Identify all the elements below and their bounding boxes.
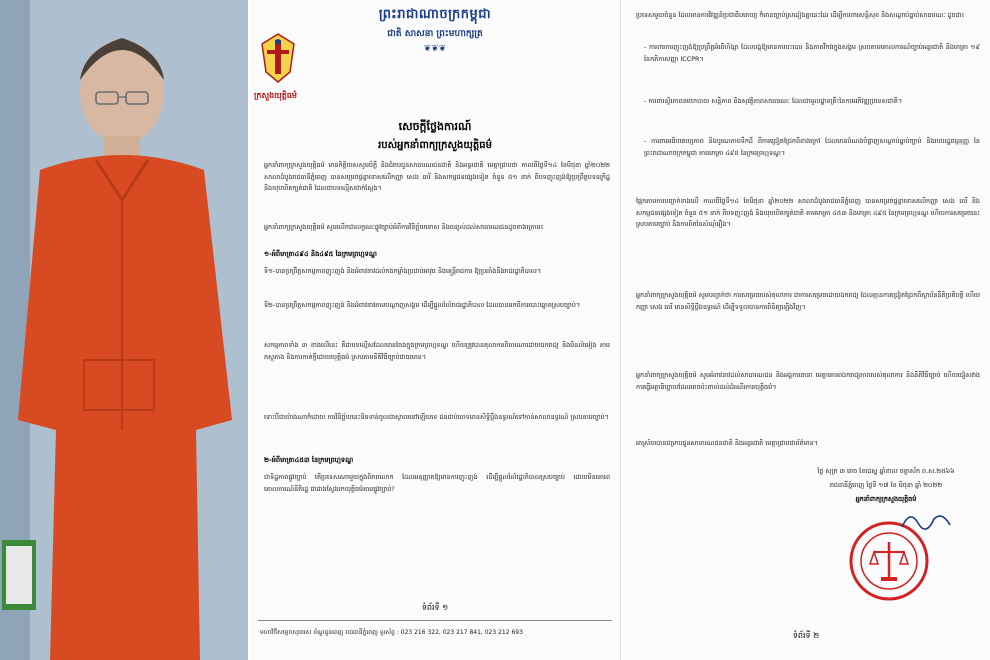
paragraph: ប្រទេសមួយចំនួន ដែលមានការវិវឌ្ឍន៍ប្រជាធិបតេយ្យ ក៏មានច្បាប់ស្រដៀងគ្នានេះដែរ ដើម្បីការពារសន្តិសុខ និងសណ្តាប់ធ្នាប់សាធារណៈ ដូចជា៖ bbox=[636, 11, 965, 19]
section-heading: ១-អំពីមាត្រា៤៩៤ និង៤៩៥ នៃក្រមព្រហ្មទណ្ឌ bbox=[264, 250, 377, 258]
prisoner-figure bbox=[0, 0, 248, 660]
ministry-address-footer: មហាវិថីសម្តេចសុធារស ខ័ណ្ឌដូនពេញ រាជធានីភ្នំពេញ ទូរស័ព្ទ : 023 216 322, 023 217 841, 023 212 693 bbox=[260, 629, 523, 636]
statement-page-1 bbox=[250, 0, 621, 660]
paragraph: អ្នកនាំពាក្យក្រសួងយុត្តិធម៌ សូមលើកជាលក្ខណៈផ្លូវច្បាប់អំពីការវិនិច្ឆ័យទោស និងពន្យល់ដល់សាធារណជនដូចខាងក្រោម៖ bbox=[264, 223, 544, 231]
statement-subtitle: របស់អ្នកនាំពាក្យក្រសួងយុត្តិធម៌ bbox=[378, 140, 492, 151]
bullet-item: - ការពារការញុះញង់ឱ្យប្រព្រឹត្តអំពើហិង្សា ដែលបង្កឱ្យមានការបះបោរ និងភាពវឹកវរក្នុងសង្គម ស្របតាមគោលការណ៍ច្បាប់អន្តរជាតិ និងមាត្រា ១៩ នៃកតិកាសញ្ញា ICCPR។ bbox=[644, 43, 980, 63]
kingdom-title: ព្រះរាជាណាចក្រកម្ពុជា bbox=[378, 7, 492, 22]
bullet-item: - ការពារអធិបតេយ្យភាព និងបូរណភាពទឹកដី ពីការជ្រៀតជ្រែកពីខាងក្រៅ ដែលមានបំណងបំផ្លាញសណ្តាប់ធ្នាប់ច្បាប់ និងរបបរដ្ឋធម្មនុញ្ញ នៃព្រះរាជាណាចក្រកម្ពុជា តាមមាត្រា ៤៩៥ នៃក្រមព្រហ្មទណ្ឌ។ bbox=[644, 137, 980, 157]
paragraph: ទោះបីជាយ៉ាងណាក៏ដោយ ការវិនិច្ឆ័យនេះមិនទាន់ចូលជាស្ថាពរនៅឡើយទេ ជនជាប់ចោទមានសិទ្ធិប្តឹងឧទ្ធរណ៍ទៅកាន់សាលាឧទ្ធរណ៍ ស្របតាមច្បាប់។ bbox=[264, 413, 609, 421]
page-number: ទំព័រទី ១ bbox=[421, 603, 449, 612]
ministry-name: ក្រសួងយុត្តិធម៌ bbox=[254, 91, 298, 100]
lunar-date: ថ្ងៃ សុក្រ ៣ រោច ខែជេស្ឋ ឆ្នាំខាល ចត្វាស័ក ព.ស.២៥៦៦ bbox=[817, 467, 955, 475]
paragraph: ទី១-បានប្រព្រឹត្តសកម្មភាពញុះញង់ និងអំពាវនាវដល់កងកម្លាំងប្រដាប់អាវុធ និងមន្ត្រីរាជការ ឱ្យប្រឆាំងនឹងរាជរដ្ឋាភិបាល។ bbox=[264, 267, 542, 275]
paragraph: សកម្មភាពទាំង ៣ ខាងលើនេះ គឺជាបទល្មើសដែលមានចែងក្នុងក្រមព្រហ្មទណ្ឌ ហើយត្រូវបានតុលាការពិចារណាដោយឯករាជ្យ និងមិនលំអៀង តាមភស្តុតាង និងការកាត់ក្តីដោយយុត្តិធម៌ ស្របតាមនីតិវិធីច្បាប់ជាធរមាន។ bbox=[264, 341, 610, 361]
statement-title: សេចក្តីថ្លែងការណ៍ bbox=[398, 120, 472, 133]
paragraph: អ្នកនាំពាក្យក្រសួងយុត្តិធម៌ សូមអំពាវនាវដល់សាធារណជន និងអង្គការនានា មេត្តាគោរពឯករាជ្យភាពរបស់តុលាការ និងនីតិវិធីច្បាប់ ហើយជៀសវាងការធ្វើអត្ថាធិប្បាយដែលអាចប៉ះពាល់ដល់ដំណើរការយុត្តិធម៌។ bbox=[636, 371, 980, 391]
signature-icon bbox=[900, 505, 960, 535]
signature-title: អ្នកនាំពាក្យក្រសួងយុត្តិធម៌ bbox=[855, 495, 917, 503]
bullet-item: - ការពារស្ថិរភាពនយោបាយ សន្តិភាព និងសុវត្ថិភាពសាធារណៈ ដែលជាមូលដ្ឋានគ្រឹះនៃការអភិវឌ្ឍប្រទេសជាតិ។ bbox=[644, 97, 903, 105]
ministry-emblem-icon bbox=[258, 32, 298, 84]
solar-date: រាជធានីភ្នំពេញ ថ្ងៃទី ១៧ ខែ មិថុនា ឆ្នាំ ២០២២ bbox=[829, 481, 943, 489]
prisoner-photo bbox=[0, 0, 248, 660]
statement-page-2 bbox=[622, 0, 990, 660]
paragraph: ទី២-បានប្រព្រឹត្តសកម្មភាពញុះញង់ និងអំពាវនាវតាមបណ្តាញសង្គម ដើម្បីផ្តួលរំលំរាជរដ្ឋាភិបាល ដែលបានមកពីការបោះឆ្នោតស្របច្បាប់។ bbox=[264, 301, 581, 309]
paragraph: ជាទិដ្ឋភាពផ្លូវច្បាប់ តើប្រទេសណាមួយក្នុងពិភពលោក ដែលអនុញ្ញាតឱ្យមានការញុះញង់ ដើម្បីផ្តួលរំលំរដ្ឋាភិបាលស្របច្បាប់ ដោយមិនគោរពគោលការណ៍នីតិរដ្ឋ ជាជាងស្វែងរកយុត្តិធម៌តាមផ្លូវច្បាប់? bbox=[264, 473, 610, 493]
paragraph: អ្នកនាំពាក្យក្រសួងយុត្តិធម៌ មានកិត្តិយសសូមបំភ្លឺ និងជំរាបជូនសាធារណជនជាតិ និងអន្តរជាតិ មេត្តាជ្រាបថា កាលពីថ្ងៃទី១៤ ខែមិថុនា ឆ្នាំ២០២២ សាលាដំបូងរាជធានីភ្នំពេញ បានសម្រេចផ្តន្ទាទោសលើកញ្ញា សេង ធារី និងសកម្មជនផ្សេងទៀត ចំនួន ៥១ នាក់ ពីបទញុះញង់ឱ្យប្រព្រឹត្តបទឧក្រិដ្ឋ និងឃុបឃិតក្បត់ជាតិ ដែលជាបទល្មើសជាក់ស្តែង។ bbox=[264, 161, 610, 193]
ornament: ❦❦❦ bbox=[423, 44, 447, 54]
section-heading: ២-អំពីមាត្រា៤៥៣ នៃក្រមព្រហ្មទណ្ឌ bbox=[264, 456, 354, 464]
page-number: ទំព័រទី ២ bbox=[792, 631, 820, 640]
footer-divider bbox=[258, 620, 612, 621]
closing-line: អាស្រ័យបានជម្រាបជូនសាធារណជនជាតិ និងអន្តរជាតិ មេត្តាជ្រាបជាព័ត៌មាន។ bbox=[636, 439, 819, 447]
paragraph: អ្នកនាំពាក្យក្រសួងយុត្តិធម៌ សូមបញ្ជាក់ថា ការសម្រេចរបស់តុលាការ ជាការសម្រេចដោយឯករាជ្យ ដែលគ្មានការជ្រៀតជ្រែកពីស្ថាប័ននីតិប្រតិបត្តិ ហើយកញ្ញា សេង ធារី មានសិទ្ធិប្តឹងឧទ្ធរណ៍ ដើម្បីទទួលបានការពិនិត្យឡើងវិញ។ bbox=[636, 291, 980, 311]
national-motto: ជាតិ សាសនា ព្រះមហាក្សត្រ bbox=[387, 29, 483, 39]
paragraph: ផ្អែកតាមការបញ្ជាក់ខាងលើ កាលពីថ្ងៃទី១៤ ខែមិថុនា ឆ្នាំ២០២២ សាលាដំបូងរាជធានីភ្នំពេញ បានសម្រេចផ្តន្ទាទោសលើកញ្ញា សេង ធារី និងសកម្មជនផ្សេងទៀត ចំនួន ៥១ នាក់ ពីបទញុះញង់ និងឃុបឃិតក្បត់ជាតិ តាមមាត្រា ៤៥៣ និងមាត្រា ៤៩៥ នៃក្រមព្រហ្មទណ្ឌ ហើយការសម្រេចនេះស្របតាមច្បាប់ និងការពិតនៃសំណុំរឿង។ bbox=[636, 197, 980, 229]
